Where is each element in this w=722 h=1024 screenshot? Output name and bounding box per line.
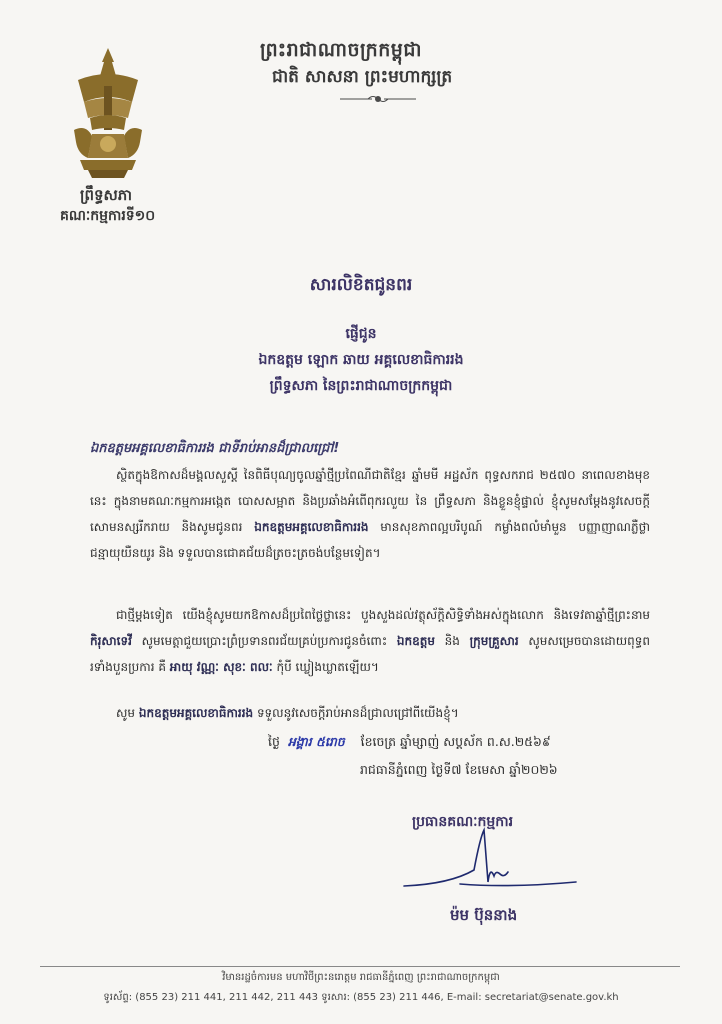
kingdom-title: ព្រះរាជាណាចក្រកម្ពុជា <box>260 39 422 61</box>
paragraph-3: សូម ឯកឧត្តមអគ្គលេខាធិការរង ទទួលនូវសេចក្តីរាប់អានដ៏ជ្រាលជ្រៅពីយើងខ្ញុំ។ <box>116 706 459 720</box>
handwritten-date: អង្គារ ៥រោច <box>287 734 345 749</box>
commission-name: គណៈកម្មការទី១០ <box>60 208 156 224</box>
footer-address: វិមានរដ្ឋចំការមន មហាវិថីព្រះនរោត្តម រាជធានីភ្នំពេញ ព្រះរាជាណាចក្រកម្ពុជា <box>222 972 500 983</box>
signature <box>400 826 600 900</box>
recipient-name: ឯកឧត្តម ឡោក ឆាយ អគ្គលេខាធិការរង <box>258 352 464 368</box>
signer-name: ម៉ម ប៊ុននាង <box>450 906 518 924</box>
senate-emblem <box>70 46 146 180</box>
lunar-date: ថ្ងៃ អង្គារ ៥រោច ខែចេត្រ ឆ្នាំម្សាញ់ សប្តស័ក ព.ស.២៥៦៩ <box>268 734 551 749</box>
solar-date: រាជធានីភ្នំពេញ ថ្ងៃទី៧ ខែមេសា ឆ្នាំ២០២៦ <box>360 762 558 777</box>
letter-title: សារលិខិតជូនពរ <box>309 275 413 295</box>
ornament-divider <box>338 92 418 106</box>
institution-name: ព្រឹទ្ធសភា <box>80 186 133 204</box>
recipient-organization: ព្រឹទ្ធសភា នៃព្រះរាជាណាចក្រកម្ពុជា <box>269 378 453 394</box>
signer-title: ប្រធានគណៈកម្មការ <box>412 814 514 830</box>
footer-divider <box>40 966 680 967</box>
paragraph-2: ជាថ្មីម្តងទៀត យើងខ្ញុំសូមយកឱកាសដ៏ប្រពៃថ្លៃថ្លានេះ បួងសួងដល់វត្ថុស័ក្តិសិទ្ធិទាំងអស់ក្នុងលោក និងទេវតាឆ្នាំថ្មីព្រះនាម កិរុសាទេវី សូមមេត្តាជួយប្រោះព្រំប្រទានពរជ័យគ្រប់ប្រការជូនចំពោះ ឯកឧត្តម និង ក្រុមគ្រួសារ សូមសម្រេចបានដោយពុទ្ធពរទាំងបួនប្រការ គឺ អាយុ វណ្ណៈ សុខៈ ពលៈ កុំបី ឃ្លៀងឃ្លាតឡើយ។ <box>90 608 650 674</box>
footer-contact: ទូរស័ព្ទ: (855 23) 211 441, 211 442, 211 443 ទូរសារ: (855 23) 211 446, E-mail: secretariat@senate.gov.kh <box>103 992 619 1003</box>
paragraph-1: ស្ថិតក្នុងឱកាសដ៏មង្គលសួស្តី នៃពិធីបុណ្យចូលឆ្នាំថ្មីប្រពៃណីជាតិខ្មែរ ឆ្នាំមមី អដ្ឋស័ក ពុទ្ធសករាជ ២៥៧០ នាពេលខាងមុខនេះ ក្នុងនាមគណៈកម្មការអង្កេត បោសសម្អាត និងប្រឆាំងអំពើពុករលួយ នៃ ព្រឹទ្ធសភា និងខ្លួនខ្ញុំផ្ទាល់ ខ្ញុំសូមសម្តែងនូវសេចក្តីសោមនស្សរីករាយ និងសូមជូនពរ ឯកឧត្តមអគ្គលេខាធិការរង មានសុខភាពល្អបរិបូណ៍ កម្លាំងពលំមាំមួន បញ្ញាញាណភ្លឺថ្លា ជន្មាយុយឺនយូរ និង ទទួលបានជោគជ័យដ៏ត្រចះត្រចង់បន្ថែមទៀត។ <box>90 468 650 560</box>
address-to: ផ្ញើជូន <box>345 326 377 342</box>
salutation: ឯកឧត្តមអគ្គលេខាធិការរង ជាទីរាប់អានដ៏ជ្រាលជ្រៅ! <box>90 441 340 456</box>
national-motto: ជាតិ សាសនា ព្រះមហាក្សត្រ <box>272 67 453 87</box>
